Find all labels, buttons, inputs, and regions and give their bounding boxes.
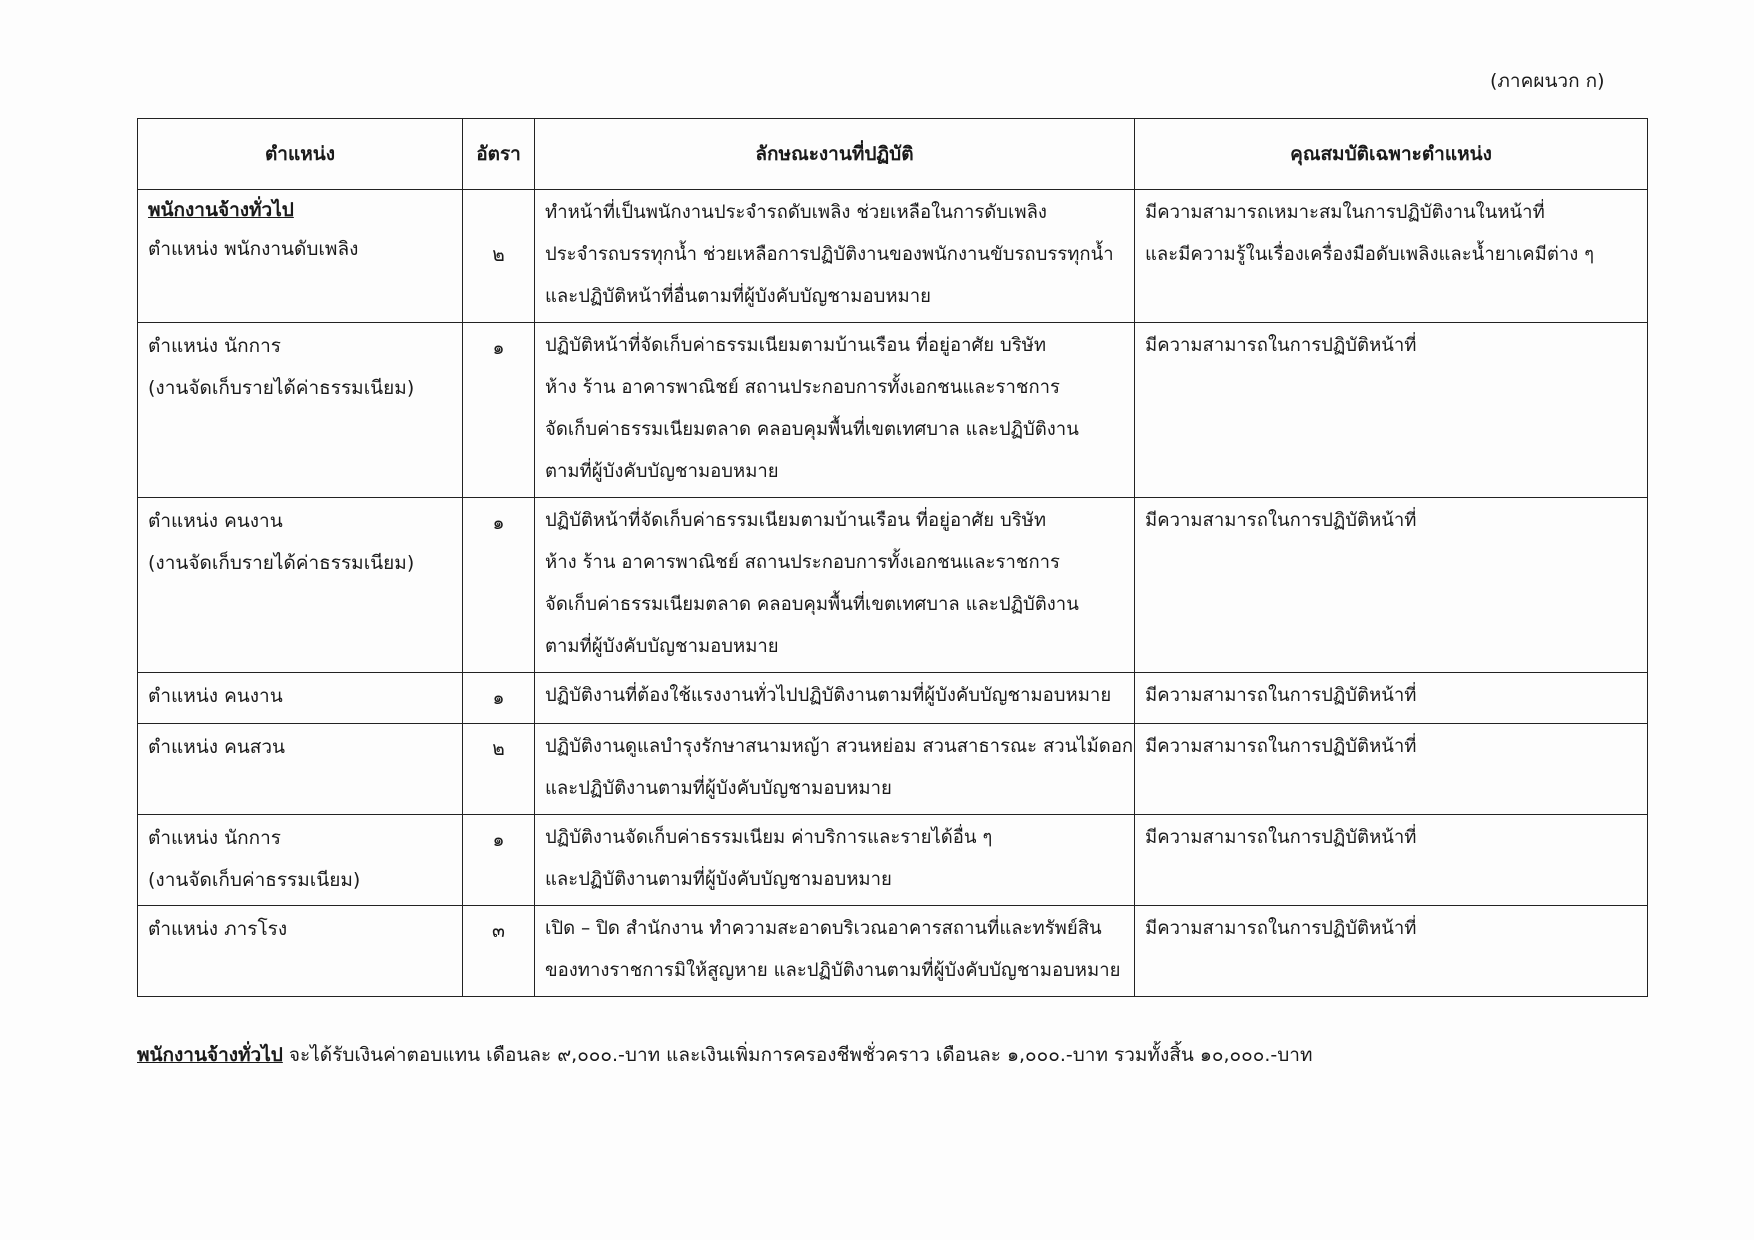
rate-cell: ๒ <box>463 190 535 323</box>
qualifications-cell <box>1135 673 1648 724</box>
duty-line: ปฏิบัติงานที่ต้องใช้แรงงานทั่วไปปฏิบัติงานตามที่ผู้บังคับบัญชามอบหมาย <box>545 685 1112 706</box>
rate-cell: ๑ <box>463 323 535 498</box>
position-cell <box>138 673 463 724</box>
position-cell <box>138 498 463 673</box>
table-row <box>138 906 1648 997</box>
qualification-line: มีความสามารถในการปฏิบัติหน้าที่ <box>1145 335 1417 356</box>
qualification-line: มีความสามารถเหมาะสมในการปฏิบัติงานในหน้าที่ <box>1145 202 1545 223</box>
positions-table <box>137 118 1648 997</box>
duties-cell <box>535 323 1135 498</box>
duty-line: จัดเก็บค่าธรรมเนียมตลาด คลอบคุมพื้นที่เขตเทศบาล และปฏิบัติงาน <box>545 419 1079 440</box>
duty-line: ทำหน้าที่เป็นพนักงานประจำรถดับเพลิง ช่วยเหลือในการดับเพลิง <box>545 202 1047 223</box>
duties-cell <box>535 906 1135 997</box>
table-row <box>138 815 1648 906</box>
qualification-line: มีความสามารถในการปฏิบัติหน้าที่ <box>1145 736 1417 757</box>
position-cell <box>138 906 463 997</box>
position-cell <box>138 815 463 906</box>
duty-line: ห้าง ร้าน อาคารพาณิชย์ สถานประกอบการทั้งเอกชนและราชการ <box>545 552 1060 573</box>
position-unit: (งานจัดเก็บรายได้ค่าธรรมเนียม) <box>148 552 415 574</box>
position-title: ตำแหน่ง พนักงานดับเพลิง <box>148 238 359 260</box>
duties-cell <box>535 724 1135 815</box>
duty-line: และปฏิบัติงานตามที่ผู้บังคับบัญชามอบหมาย <box>545 778 892 799</box>
qualifications-cell <box>1135 815 1648 906</box>
group-label: พนักงานจ้างทั่วไป <box>148 199 294 221</box>
qualification-line: มีความสามารถในการปฏิบัติหน้าที่ <box>1145 510 1417 531</box>
table-row <box>138 673 1648 724</box>
duty-line: ตามที่ผู้บังคับบัญชามอบหมาย <box>545 636 779 657</box>
duty-line: ปฏิบัติงานดูแลบำรุงรักษาสนามหญ้า สวนหย่อม สวนสาธารณะ สวนไม้ดอก <box>545 736 1134 757</box>
duty-line: ปฏิบัติหน้าที่จัดเก็บค่าธรรมเนียมตามบ้านเรือน ที่อยู่อาศัย บริษัท <box>545 335 1047 356</box>
qualifications-cell <box>1135 724 1648 815</box>
position-title: ตำแหน่ง คนงาน <box>148 510 283 532</box>
table-row <box>138 724 1648 815</box>
position-title: ตำแหน่ง นักการ <box>148 335 281 357</box>
duties-cell <box>535 815 1135 906</box>
duty-line: ห้าง ร้าน อาคารพาณิชย์ สถานประกอบการทั้งเอกชนและราชการ <box>545 377 1060 398</box>
position-title: ตำแหน่ง นักการ <box>148 827 281 849</box>
duty-line: ปฏิบัติหน้าที่จัดเก็บค่าธรรมเนียมตามบ้านเรือน ที่อยู่อาศัย บริษัท <box>545 510 1047 531</box>
table-body <box>138 190 1648 997</box>
duty-line: ของทางราชการมิให้สูญหาย และปฏิบัติงานตามที่ผู้บังคับบัญชามอบหมาย <box>545 960 1121 981</box>
table-row <box>138 323 1648 498</box>
duty-line: และปฏิบัติงานตามที่ผู้บังคับบัญชามอบหมาย <box>545 869 892 890</box>
position-unit: (งานจัดเก็บค่าธรรมเนียม) <box>148 869 361 891</box>
duties-cell <box>535 190 1135 323</box>
table-header-row <box>138 119 1648 190</box>
duties-cell <box>535 673 1135 724</box>
rate-cell: ๑ <box>463 498 535 673</box>
header-duties: ลักษณะงานที่ปฏิบัติ <box>535 119 1135 190</box>
qualification-line: มีความสามารถในการปฏิบัติหน้าที่ <box>1145 918 1417 939</box>
compensation-text: จะได้รับเงินค่าตอบแทน เดือนละ ๙,๐๐๐.-บาท และเงินเพิ่มการครองชีพชั่วคราว เดือนละ ๑,๐๐๐.-บาท รวมทั้งสิ้น ๑๐,๐๐๐.-บาท <box>282 1044 1313 1066</box>
position-cell <box>138 724 463 815</box>
duty-line: ปฏิบัติงานจัดเก็บค่าธรรมเนียม ค่าบริการและรายได้อื่น ๆ <box>545 827 993 848</box>
compensation-label: พนักงานจ้างทั่วไป <box>137 1044 283 1066</box>
compensation-note <box>137 1040 1313 1070</box>
rate-cell: ๒ <box>463 724 535 815</box>
duties-cell <box>535 498 1135 673</box>
qualifications-cell <box>1135 906 1648 997</box>
table-row <box>138 190 1648 323</box>
qualifications-cell <box>1135 323 1648 498</box>
qualifications-cell <box>1135 498 1648 673</box>
qualification-line: มีความสามารถในการปฏิบัติหน้าที่ <box>1145 827 1417 848</box>
position-cell <box>138 190 463 323</box>
position-title: ตำแหน่ง ภารโรง <box>148 918 288 940</box>
header-qualifications: คุณสมบัติเฉพาะตำแหน่ง <box>1135 119 1648 190</box>
duty-line: เปิด – ปิด สำนักงาน ทำความสะอาดบริเวณอาคารสถานที่และทรัพย์สิน <box>545 918 1102 939</box>
position-unit: (งานจัดเก็บรายได้ค่าธรรมเนียม) <box>148 377 415 399</box>
qualifications-cell <box>1135 190 1648 323</box>
header-position: ตำแหน่ง <box>138 119 463 190</box>
appendix-label: (ภาคผนวก ก) <box>1490 70 1605 92</box>
position-cell <box>138 323 463 498</box>
position-title: ตำแหน่ง คนสวน <box>148 736 286 758</box>
duty-line: จัดเก็บค่าธรรมเนียมตลาด คลอบคุมพื้นที่เขตเทศบาล และปฏิบัติงาน <box>545 594 1079 615</box>
rate-cell: ๓ <box>463 906 535 997</box>
duty-line: และปฏิบัติหน้าที่อื่นตามที่ผู้บังคับบัญชามอบหมาย <box>545 286 931 307</box>
rate-cell: ๑ <box>463 815 535 906</box>
header-rate: อัตรา <box>463 119 535 190</box>
qualification-line: มีความสามารถในการปฏิบัติหน้าที่ <box>1145 685 1417 706</box>
duty-line: ตามที่ผู้บังคับบัญชามอบหมาย <box>545 461 779 482</box>
position-title: ตำแหน่ง คนงาน <box>148 685 283 707</box>
table-row <box>138 498 1648 673</box>
qualification-line: และมีความรู้ในเรื่องเครื่องมือดับเพลิงและน้ำยาเคมีต่าง ๆ <box>1145 244 1595 265</box>
rate-cell: ๑ <box>463 673 535 724</box>
duty-line: ประจำรถบรรทุกน้ำ ช่วยเหลือการปฏิบัติงานของพนักงานขับรถบรรทุกน้ำ <box>545 244 1114 265</box>
